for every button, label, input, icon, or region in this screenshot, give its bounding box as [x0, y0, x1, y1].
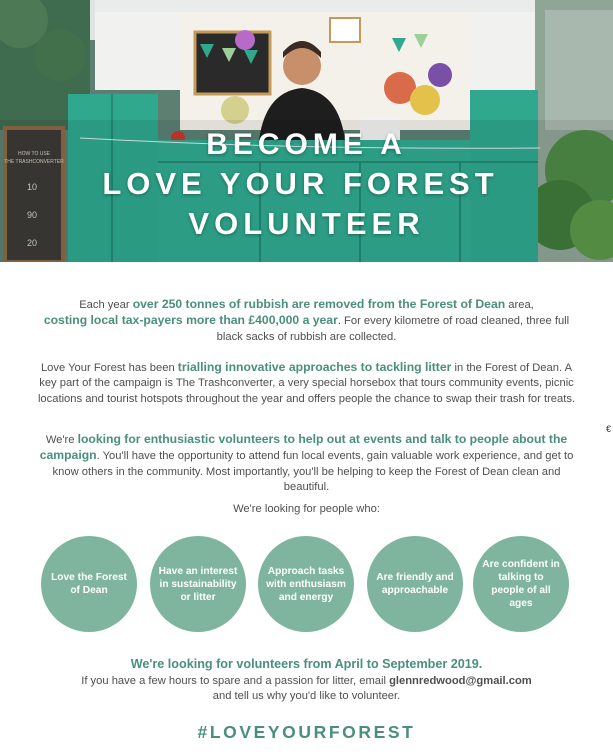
quality-circle — [150, 536, 246, 632]
sign-text: HOW TO USE — [17, 151, 51, 157]
hero-photo — [0, 0, 613, 262]
volunteer-highlight: looking for enthusiastic volunteers to help out at events and talk to people about the campaign — [39, 432, 568, 463]
intro-text: . For every kilometre of road cleaned, three full black sacks of rubbish are collected. — [216, 315, 570, 343]
quality-label: Have an interest in sustainability or litter — [158, 565, 238, 603]
campaign-paragraph — [36, 360, 577, 407]
edge-mark: € — [606, 424, 612, 434]
hero-title-line3: VOLUNTEER — [188, 206, 425, 241]
volunteer-text: . You'll have the opportunity to attend fun local events, gain valuable work experience, and get to know others in the community. Most importantly, you'll be helping to keep the Forest of Dean clean and beautiful. — [52, 450, 574, 494]
campaign-text: in the Forest of Dean. A key part of the campaign is The Trashconverter, a very special horsebox that tours community events, picnic locations and tourist hotspots throughout the year and offers people the chance to swap their trash for treats. — [37, 362, 576, 405]
contact-email-link[interactable]: glennredwood@gmail.com — [389, 675, 532, 687]
intro-highlight: over 250 tonnes of rubbish are removed from the Forest of Dean — [132, 297, 506, 311]
contact-info — [0, 674, 613, 703]
intro-text: Each year — [79, 299, 133, 311]
hero-title-line1: BECOME A — [206, 128, 407, 161]
sign-text: THE TRASHCONVERTER — [4, 159, 64, 165]
intro-highlight: costing local tax-payers more than £400,000 a year — [43, 313, 338, 328]
quality-circle — [367, 536, 463, 632]
volunteer-text: We're — [45, 434, 78, 446]
sign-number: 20 — [26, 238, 38, 248]
contact-text: If you have a few hours to spare and a passion for litter, email — [81, 675, 390, 687]
sign-number: 10 — [26, 182, 38, 192]
quality-label: Are confident in talking to people of all ages — [482, 559, 560, 609]
intro-paragraph — [36, 297, 577, 345]
hashtag: #LOVEYOURFOREST — [197, 722, 416, 742]
qualities-list — [0, 536, 613, 632]
campaign-highlight: trialling innovative approaches to tackling litter — [177, 360, 452, 374]
quality-circle — [473, 536, 569, 632]
quality-circle — [41, 536, 137, 632]
quality-label: Love the Forest of Dean — [51, 572, 127, 596]
campaign-text: Love Your Forest has been — [40, 362, 178, 374]
volunteer-dates: We're looking for volunteers from April to September 2019. — [130, 657, 483, 671]
contact-text: and tell us why you'd like to volunteer. — [212, 689, 401, 702]
sign-number: 90 — [26, 210, 38, 220]
quality-label: Approach tasks with enthusiasm and energy — [266, 565, 346, 603]
quality-circle — [258, 536, 354, 632]
volunteer-paragraph — [36, 432, 577, 496]
looking-for-heading: We're looking for people who: — [233, 503, 380, 515]
intro-text: area, — [505, 299, 534, 311]
hero-title-line2: LOVE YOUR FOREST — [102, 166, 499, 201]
quality-label: Are friendly and approachable — [376, 572, 454, 596]
